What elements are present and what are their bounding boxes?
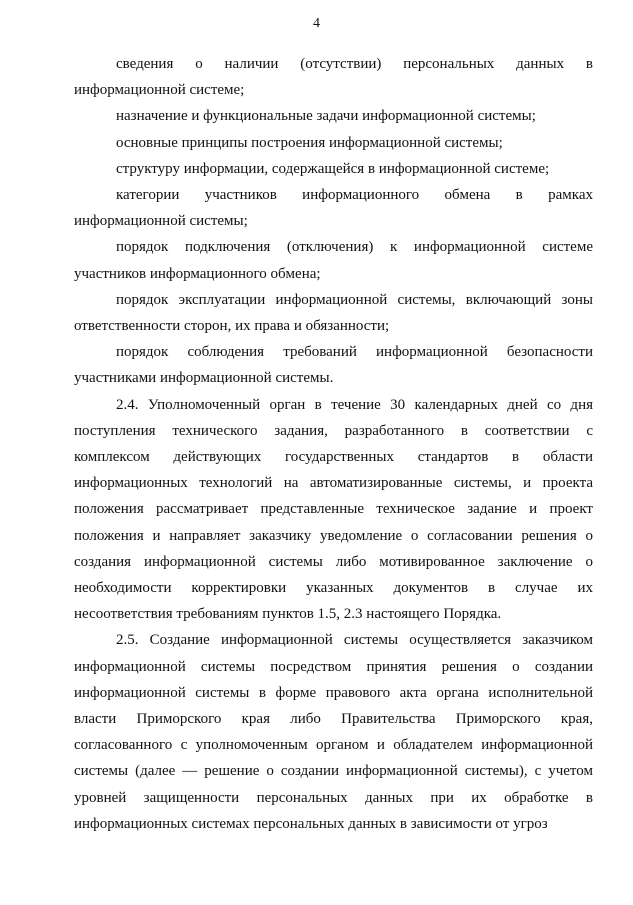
document-body <box>74 51 593 837</box>
paragraph-pd-availability: сведения о наличии (отсутствии) персональных данных в информационной системе; <box>74 56 593 99</box>
page-number: 4 <box>313 16 320 31</box>
paragraph-2-4: 2.4. Уполномоченный орган в течение 30 календарных дней со дня поступления технического задания, разработанного в соответствии с комплексом действующих государственных стандартов в области информационных технологий на автоматизированные системы, и проекта положения рассматривает представленные техническое задание и проект положения и направляет заказчику уведомление о согласовании решения о создания информационной системы либо мотивированное заключение о необходимости корректировки указанных документов в случае их несоответствия требованиям пунктов 1.5, 2.3 настоящего Порядка. <box>74 396 593 623</box>
paragraph-security: порядок соблюдения требований информационной безопасности участниками информационной системы. <box>74 344 593 387</box>
paragraph-connection: порядок подключения (отключения) к информационной системе участников информационного обмена; <box>74 239 593 282</box>
paragraph-principles: основные принципы построения информационной системы; <box>116 134 503 151</box>
paragraph-participants: категории участников информационного обмена в рамках информационной системы; <box>74 187 593 230</box>
paragraph-structure: структуру информации, содержащейся в информационной системе; <box>116 160 550 177</box>
paragraph-operation: порядок эксплуатации информационной системы, включающий зоны ответственности сторон, их права и обязанности; <box>74 291 593 335</box>
paragraph-purpose: назначение и функциональные задачи информационной системы; <box>116 108 536 125</box>
paragraph-2-5: 2.5. Создание информационной системы осуществляется заказчиком информационной системы посредством принятия решения о создании информационной системы в форме правового акта органа исполнительной власти Приморского края либо Правительства Приморского края, согласованного с уполномоченным органом и обладателем информационной системы (далее — решение о создании информационной системы), с учетом уровней защищенности персональных данных при их обработке в информационных системах персональных данных в зависимости от угроз <box>74 632 593 832</box>
